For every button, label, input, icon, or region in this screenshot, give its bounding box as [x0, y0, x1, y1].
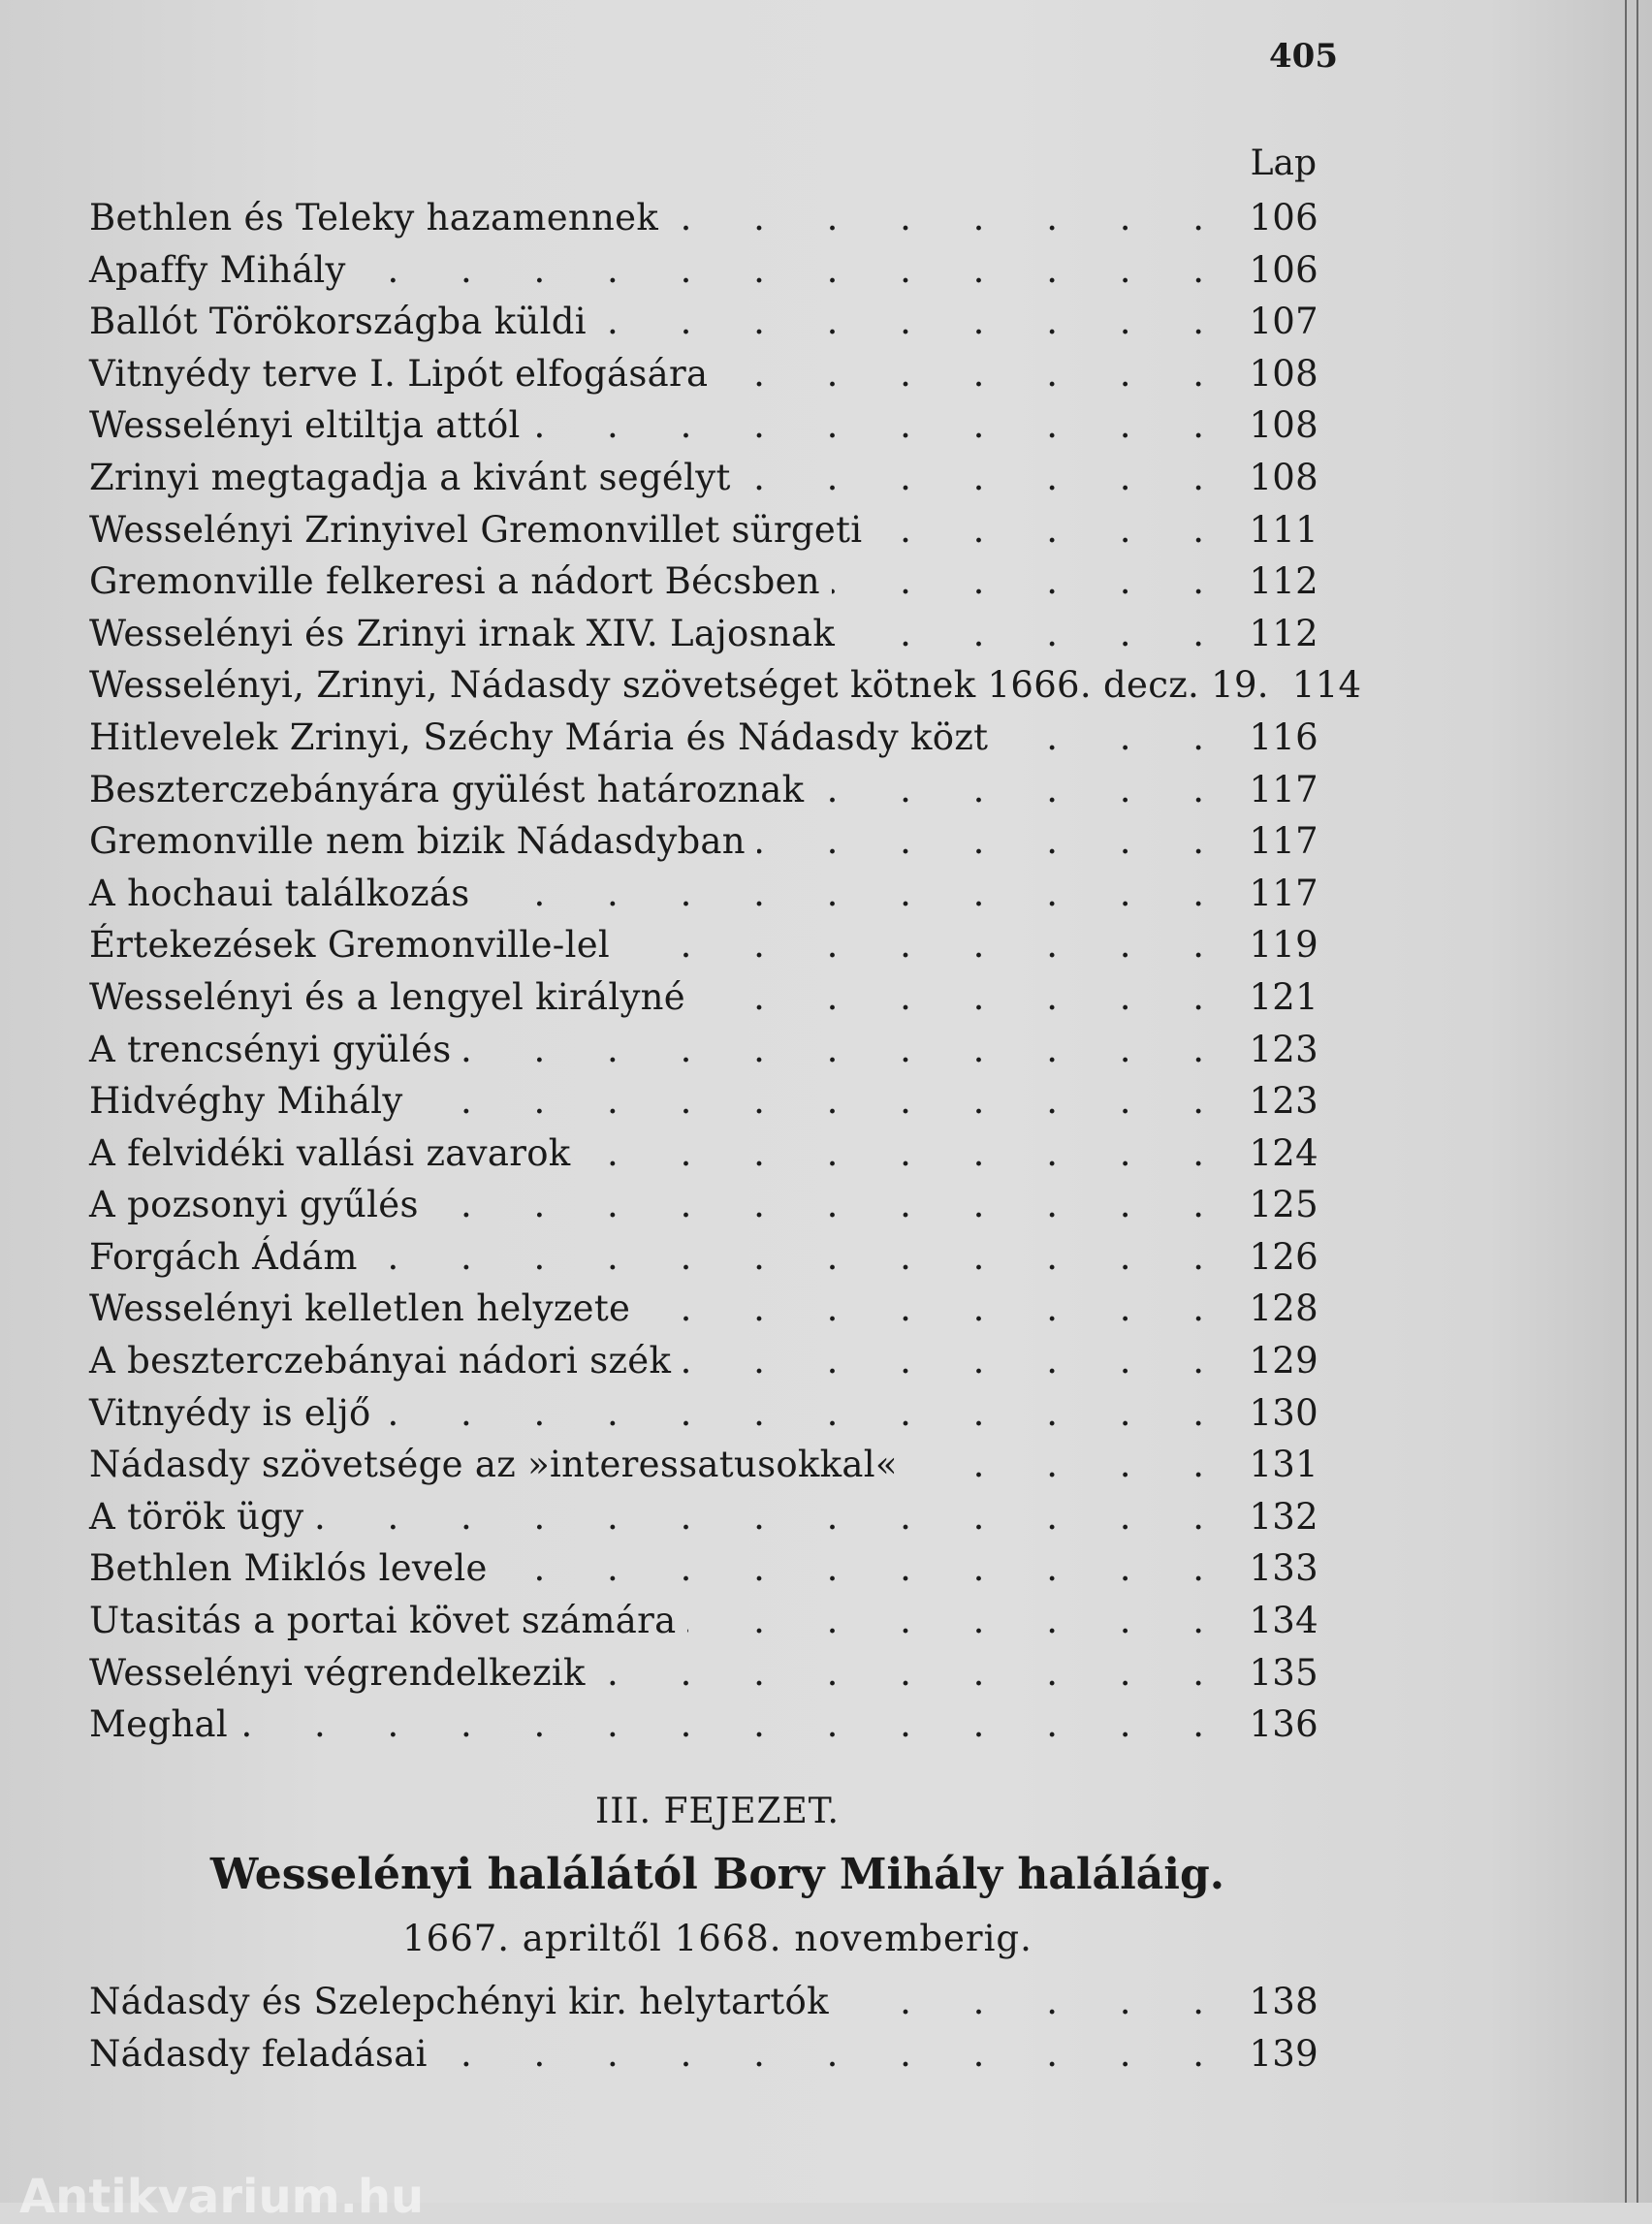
toc-entry-title: Bethlen Miklós levele	[89, 1547, 488, 1590]
toc-entry-page: 125	[1249, 1184, 1318, 1226]
toc-entry-page: 123	[1249, 1080, 1318, 1123]
toc-entry-title: Ballót Törökországba küldi	[89, 301, 587, 343]
toc-leader-dots	[683, 1335, 1229, 1387]
toc-entry-title: A trencsényi gyülés	[89, 1028, 452, 1070]
toc-entry-page: 126	[1249, 1235, 1318, 1278]
toc-entry-page: 114	[1291, 664, 1362, 707]
toc-entry	[89, 2028, 1318, 2081]
toc-entry-title: Gremonville felkeresi a nádort Bécsben	[89, 560, 820, 603]
toc-entry	[89, 1075, 1318, 1128]
toc-entry	[89, 1335, 1318, 1387]
toc-leader-dots	[597, 1647, 1229, 1700]
toc-leader-dots	[687, 1595, 1229, 1647]
toc-entry	[89, 192, 1318, 244]
toc-entry-page: 108	[1249, 456, 1318, 498]
toc-entry-title: Hidvéghy Mihály	[89, 1080, 403, 1123]
toc-leader-dots	[642, 1283, 1229, 1335]
toc-entry	[89, 608, 1318, 660]
page-number: 405	[1269, 37, 1338, 76]
toc-list-top	[89, 192, 1362, 1751]
toc-entry-page: 106	[1249, 248, 1318, 291]
toc-leader-dots	[415, 1075, 1229, 1128]
chapter-heading: III. FEJEZET.	[595, 1792, 840, 1831]
toc-entry-page: 119	[1249, 924, 1318, 967]
toc-entry-page: 139	[1249, 2032, 1318, 2075]
toc-entry-title: Forgách Ádám	[89, 1235, 358, 1278]
toc-entry-page: 112	[1249, 612, 1318, 654]
toc-leader-dots	[358, 244, 1229, 297]
toc-list-bottom	[89, 1976, 1318, 2080]
toc-entry-page: 123	[1249, 1028, 1318, 1070]
toc-entry	[89, 815, 1318, 868]
toc-entry-title: Zrinyi megtagadja a kivánt segélyt	[89, 456, 731, 498]
toc-entry	[89, 1231, 1318, 1284]
toc-entry	[89, 764, 1318, 816]
toc-entry-title: A hochaui találkozás	[89, 872, 470, 914]
toc-entry-page: 130	[1249, 1391, 1318, 1434]
toc-entry	[89, 971, 1318, 1024]
toc-entry	[89, 868, 1318, 920]
toc-entry	[89, 399, 1318, 452]
lap-column-header: Lap	[1250, 143, 1317, 183]
toc-entry-title: Értekezések Gremonville-lel	[89, 924, 611, 967]
toc-entry	[89, 1542, 1318, 1595]
chapter-title: Wesselényi halálától Bory Mihály haláláig.	[209, 1850, 1225, 1899]
toc-entry	[89, 244, 1318, 297]
toc-leader-dots	[369, 1231, 1229, 1284]
toc-leader-dots	[874, 504, 1229, 556]
toc-leader-dots	[239, 1699, 1229, 1751]
watermark: Antikvarium.hu	[19, 2170, 425, 2224]
toc-entry-page: 117	[1249, 872, 1318, 914]
toc-leader-dots	[909, 1439, 1229, 1491]
toc-leader-dots	[598, 296, 1229, 348]
toc-entry	[89, 1179, 1318, 1231]
toc-entry	[89, 1699, 1318, 1751]
toc-leader-dots	[1000, 712, 1229, 764]
toc-entry-page: 107	[1249, 301, 1318, 343]
toc-entry-page: 135	[1249, 1651, 1318, 1694]
toc-entry	[89, 1024, 1318, 1076]
toc-entry-page: 136	[1249, 1703, 1318, 1746]
toc-entry-title: Wesselényi eltiltja attól	[89, 404, 521, 447]
toc-entry-title: Hitlevelek Zrinyi, Széchy Mária és Nádasdy közt	[89, 715, 989, 758]
toc-entry-page: 131	[1249, 1444, 1318, 1486]
toc-leader-dots	[757, 815, 1229, 868]
toc-entry-page: 128	[1249, 1287, 1318, 1330]
toc-entry-title: Meghal	[89, 1703, 228, 1746]
toc-entry-title: Apaffy Mihály	[89, 248, 346, 291]
page-edge-line	[1636, 0, 1638, 2203]
toc-leader-dots	[499, 1542, 1229, 1595]
toc-entry-page: 116	[1249, 715, 1318, 758]
toc-entry-page: 108	[1249, 352, 1318, 395]
toc-leader-dots	[439, 2028, 1229, 2081]
toc-entry	[89, 1283, 1318, 1335]
toc-entry-page: 111	[1249, 508, 1318, 551]
toc-leader-dots	[719, 348, 1229, 400]
toc-leader-dots	[815, 764, 1229, 816]
toc-leader-dots	[670, 192, 1229, 244]
toc-entry-page: 134	[1249, 1600, 1318, 1642]
toc-entry-page: 117	[1249, 768, 1318, 810]
toc-entry	[89, 1439, 1318, 1491]
toc-entry	[89, 712, 1318, 764]
toc-entry-title: Wesselényi végrendelkezik	[89, 1651, 586, 1694]
toc-entry-title: Gremonville nem bizik Nádasdyban	[89, 820, 746, 863]
toc-entry	[89, 1387, 1318, 1440]
toc-entry-title: Nádasdy feladásai	[89, 2032, 428, 2075]
toc-entry-page: 117	[1249, 820, 1318, 863]
toc-entry-page: 106	[1249, 197, 1318, 238]
toc-entry-title: A pozsonyi gyűlés	[89, 1184, 419, 1226]
toc-leader-dots	[316, 1491, 1230, 1543]
toc-entry-title: Vitnyédy terve I. Lipót elfogására	[89, 352, 709, 395]
toc-leader-dots	[430, 1179, 1229, 1231]
toc-entry-page: 112	[1249, 560, 1318, 603]
toc-leader-dots	[583, 1128, 1229, 1180]
toc-entry-title: Wesselényi és a lengyel királyné	[89, 975, 686, 1018]
toc-entry-title: Beszterczebányára gyülést határoznak	[89, 768, 805, 810]
toc-leader-dots	[743, 452, 1229, 504]
toc-entry-title: Wesselényi és Zrinyi irnak XIV. Lajosnak	[89, 612, 836, 654]
toc-entry	[89, 1491, 1318, 1543]
toc-entry-title: Wesselényi kelletlen helyzete	[89, 1287, 631, 1330]
toc-entry-page: 124	[1249, 1131, 1318, 1174]
toc-entry-title: Utasitás a portai követ számára	[89, 1600, 677, 1642]
toc-entry	[89, 452, 1318, 504]
toc-entry-title: Wesselényi, Zrinyi, Nádasdy szövetséget kötnek 1666. decz. 19.	[89, 664, 1269, 707]
toc-entry-page: 138	[1249, 1981, 1318, 2022]
toc-entry-page: 132	[1249, 1495, 1318, 1538]
toc-entry	[89, 1595, 1318, 1647]
toc-entry-title: Bethlen és Teleky hazamennek	[89, 197, 659, 238]
toc-entry-title: Nádasdy és Szelepchényi kir. helytartók	[89, 1981, 829, 2022]
toc-entry	[89, 556, 1318, 608]
toc-leader-dots	[832, 556, 1229, 608]
toc-leader-dots	[532, 399, 1229, 452]
toc-entry	[89, 1976, 1318, 2028]
toc-leader-dots	[621, 919, 1229, 971]
toc-leader-dots	[383, 1387, 1229, 1440]
toc-entry-page: 108	[1249, 404, 1318, 447]
toc-leader-dots	[841, 1976, 1229, 2028]
toc-entry	[89, 1128, 1318, 1180]
toc-entry	[89, 1647, 1318, 1700]
toc-entry	[89, 504, 1318, 556]
toc-entry-page: 121	[1249, 975, 1318, 1018]
toc-entry-page: 129	[1249, 1340, 1318, 1382]
toc-entry-title: Vitnyédy is eljő	[89, 1391, 371, 1434]
toc-leader-dots	[482, 868, 1229, 920]
chapter-dates: 1667. apriltől 1668. novemberig.	[402, 1918, 1032, 1959]
toc-leader-dots	[846, 608, 1229, 660]
toc-leader-dots	[463, 1024, 1229, 1076]
page-edge-line	[1625, 0, 1627, 2203]
toc-entry-page: 133	[1249, 1547, 1318, 1590]
toc-leader-dots	[697, 971, 1229, 1024]
toc-entry-title: Wesselényi Zrinyivel Gremonvillet sürgeti	[89, 508, 863, 551]
toc-entry	[89, 919, 1318, 971]
toc-entry	[89, 296, 1318, 348]
toc-entry	[89, 659, 1362, 712]
toc-entry-title: A felvidéki vallási zavarok	[89, 1131, 571, 1174]
toc-entry-title: A beszterczebányai nádori szék	[89, 1340, 672, 1382]
toc-entry-title: A török ügy	[89, 1495, 304, 1538]
toc-entry	[89, 348, 1318, 400]
toc-entry-title: Nádasdy szövetsége az »interessatusokkal«	[89, 1444, 898, 1486]
